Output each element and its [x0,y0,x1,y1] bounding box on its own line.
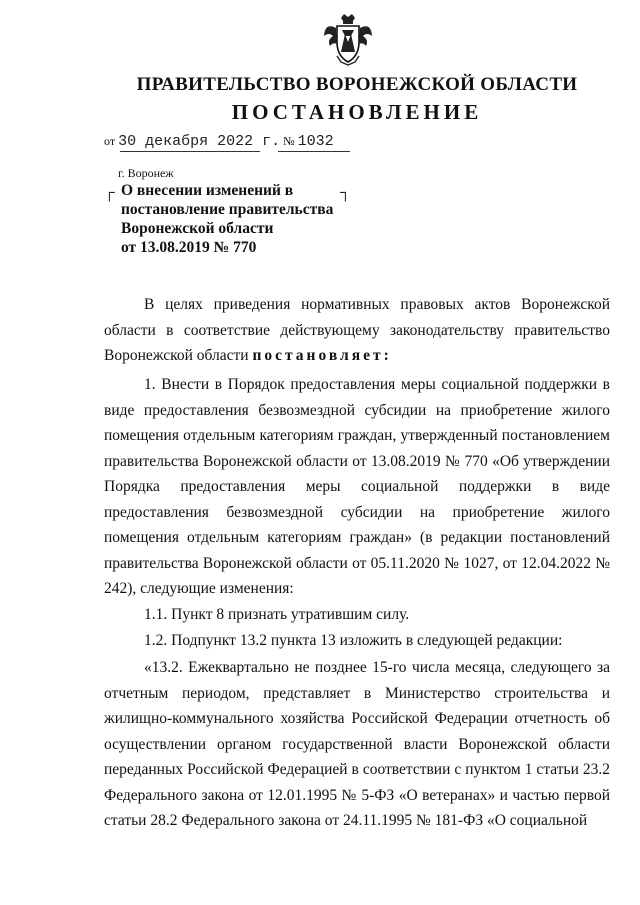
date-prefix: от [104,134,116,148]
subject-line: от 13.08.2019 № 770 [121,239,257,256]
number-underline [278,151,350,152]
date-underline [120,151,260,152]
preamble-paragraph [104,292,610,369]
government-title: ПРАВИТЕЛЬСТВО ВОРОНЕЖСКОЙ ОБЛАСТИ [136,74,578,95]
decree-word: постановляет: [252,347,392,364]
coat-of-arms-emblem [321,12,375,68]
item-1-1-paragraph: 1.1. Пункт 8 признать утратившим силу. [144,606,410,623]
item-1-paragraph: 1. Внести в Порядок предоставления меры социальной поддержки в виде предоставления безвозмездной субсидии на приобретение жилого помещения отдельным категориям граждан, утвержденный постановлением правительства Воронежской области от 13.08.2019 № 770 «Об утверждении Порядка предоставления меры социальной поддержки в виде предоставления безвозмездной субсидии на приобретение жилого помещения отдельным категориям граждан» (в редакции постановлений правительства Воронежской области от 05.11.2020 № 1027, от 12.04.2022 № 242), следующие изменения: [104,376,610,597]
city: г. Воронеж [118,166,174,180]
date-number-line [104,133,334,150]
document-date: 30 декабря 2022 г. [118,133,281,150]
subject-bracket-right: ┐ [340,185,351,201]
number-sign: № [283,134,295,148]
quoted-clause-13-2: «13.2. Ежеквартально не позднее 15-го числа месяца, следующего за отчетным периодом, представляет в Министерство строительства и жилищно-коммунального хозяйства Российской Федерации отчетность об осуществлении органом государственной власти Воронежской области переданных Российской Федерацией в соответствии с пунктом 1 статьи 23.2 Федерального закона от 12.01.1995 № 5-ФЗ «О ветеранах» и частью первой статьи 28.2 Федерального закона от 24.11.1995 № 181-ФЗ «О социальной [104,659,610,829]
subject-line: постановление правительства [121,201,334,218]
subject-bracket-left: ┌ [104,185,115,201]
document-type: ПОСТАНОВЛЕНИЕ [231,100,483,124]
subject-line: Воронежской области [121,220,274,237]
subject-line: О внесении изменений в [121,182,294,199]
preamble-text: В целях приведения нормативных правовых актов Воронежской области в соответствие действующему законодательству правительство Воронежской области [104,296,610,364]
document-number: 1032 [297,133,334,150]
document-subject [121,181,341,257]
item-1-2-paragraph: 1.2. Подпункт 13.2 пункта 13 изложить в следующей редакции: [144,632,563,649]
